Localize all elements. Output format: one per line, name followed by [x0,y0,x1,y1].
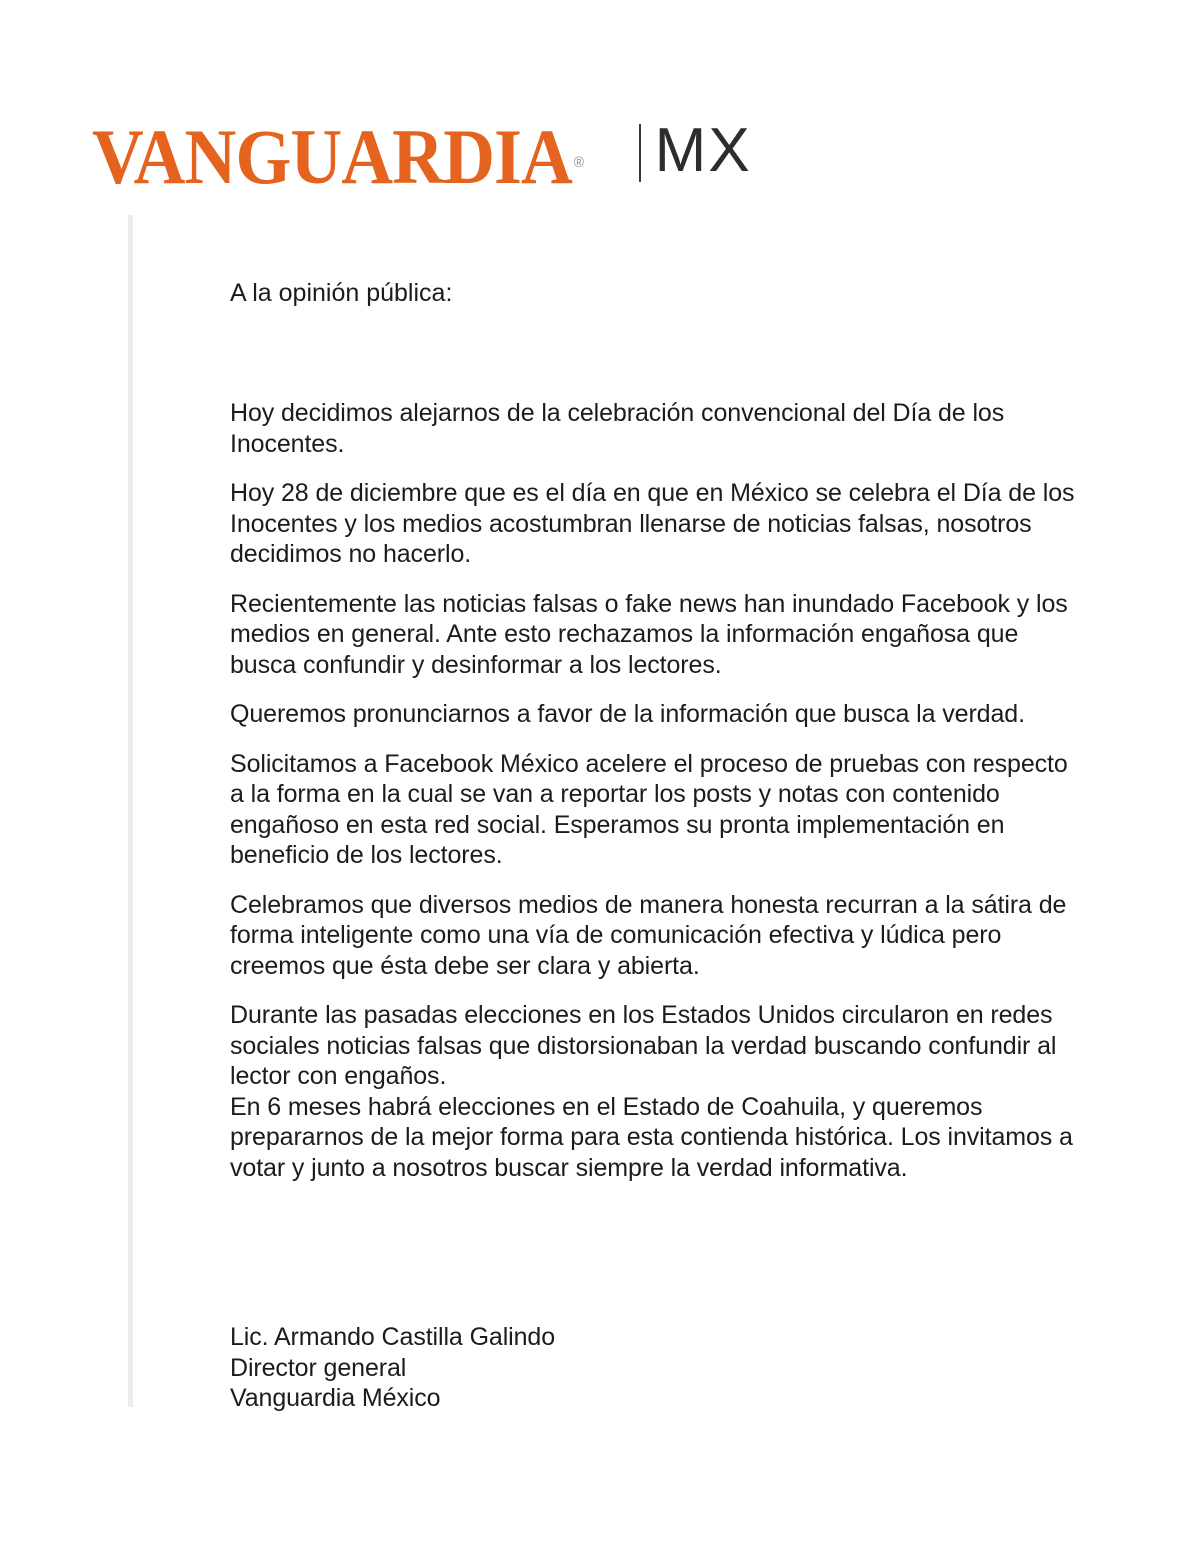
left-accent-rule [128,215,133,1407]
masthead-suffix: MX [654,116,752,185]
signature-name: Lic. Armando Castilla Galindo [230,1323,556,1351]
letter-paragraph: En 6 meses habrá elecciones en el Estado de Coahuila, y queremos prepararnos de la mejor forma para esta contienda histórica. Los invitamos a votar y junto a nosotros buscar siempre la verdad informativa. [230,1092,1073,1182]
registered-trademark-icon: ® [573,154,584,171]
letter-paragraph: Celebramos que diversos medios de manera honesta recurran a la sátira de forma inteligente como una vía de comunicación efectiva y lúdica pero creemos que ésta debe ser clara y abierta. [230,890,1067,980]
signature-title: Director general [230,1353,407,1382]
letter-signature [230,1322,930,1414]
letter-paragraph: Hoy 28 de diciembre que es el día en que en México se celebra el Día de los Inocentes y los medios acostumbran llenarse de noticias falsas, nosotros decidimos no hacerlo. [230,479,1075,568]
brand-text: VANGUARDIA [92,113,572,200]
signature-organization: Vanguardia México [230,1384,441,1412]
masthead [92,113,752,200]
letter-paragraph: Queremos pronunciarnos a favor de la información que busca la verdad. [230,700,1025,728]
letter-paragraph: Hoy decidimos alejarnos de la celebración convencional del Día de los Inocentes. [230,399,1005,458]
letter-paragraph: Recientemente las noticias falsas o fake news han inundado Facebook y los medios en general. Ante esto rechazamos la información engañosa que busca confundir y desinformar a los lectores. [230,589,1068,679]
masthead-divider [639,124,641,182]
letter-paragraph: Solicitamos a Facebook México acelere el proceso de pruebas con respecto a la forma en la cual se van a reportar los posts y notas con contenido engañoso en esta red social. Esperamos su pronta implementación en beneficio de los lectores. [230,749,1068,869]
letter-paragraph: Durante las pasadas elecciones en los Estados Unidos circularon en redes sociales noticias falsas que distorsionaban la verdad buscando confundir al lector con engaños. [230,1001,1057,1090]
letter-paragraphs [230,398,1078,1412]
vanguardia-wordmark [92,113,584,200]
letter-body [230,278,1078,1412]
letter-salutation: A la opinión pública: [230,279,453,307]
